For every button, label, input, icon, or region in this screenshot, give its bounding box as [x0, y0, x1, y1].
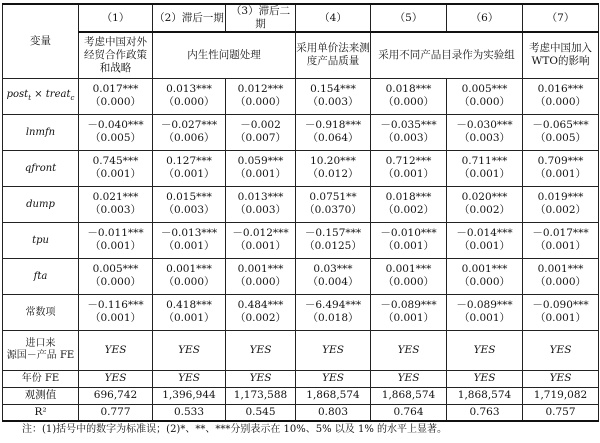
standard-error: （0.004）	[307, 276, 359, 288]
coefficient: －0.089***	[456, 299, 513, 311]
coefficient: 0.019***	[537, 191, 584, 203]
col-number-3: （3）滞后二期	[226, 4, 296, 32]
table-cell	[371, 150, 447, 186]
standard-error: （0.012）	[307, 168, 359, 180]
standard-error: （0.001）	[382, 240, 435, 252]
col-number-5: （5）	[371, 4, 447, 32]
coefficient: 0.001***	[237, 263, 284, 275]
coefficient: 0.012***	[237, 83, 284, 95]
coefficient: 0.0751**	[309, 191, 357, 203]
table-row	[3, 258, 599, 294]
coefficient: －0.090***	[532, 299, 589, 311]
col23-title: 内生性问题处理	[153, 32, 296, 78]
standard-error: （0.000）	[234, 96, 287, 108]
table-cell	[523, 78, 599, 114]
standard-error: （0.000）	[458, 276, 511, 288]
fe-cell: YES	[296, 330, 371, 370]
coefficient: －0.030***	[456, 119, 513, 131]
standard-error: （0.000）	[234, 276, 287, 288]
coefficient: 0.015***	[166, 191, 212, 203]
table-cell	[79, 150, 153, 186]
standard-error: （0.002）	[458, 204, 511, 216]
coefficient: 10.20***	[310, 155, 356, 167]
table-cell	[79, 294, 153, 330]
coefficient: －0.013***	[160, 227, 218, 239]
table-cell	[79, 258, 153, 294]
standard-error: （0.005）	[534, 132, 587, 144]
table-cell	[371, 294, 447, 330]
table-cell	[153, 78, 226, 114]
table-cell	[153, 222, 226, 258]
standard-error: （0.003）	[163, 204, 215, 216]
table-cell: YES	[153, 370, 226, 387]
coefficient: －0.035***	[380, 119, 437, 131]
col-number-1: （1）	[79, 4, 153, 32]
table-cell: 0.757	[523, 404, 599, 421]
table-cell	[296, 222, 371, 258]
table-cell	[371, 186, 447, 222]
fe-cell: YES	[226, 330, 296, 370]
table-cell	[226, 114, 296, 150]
row-label	[3, 114, 79, 150]
row-label-text: tpu	[32, 234, 49, 246]
coefficient: －0.017***	[532, 227, 589, 239]
coefficient: －0.116***	[87, 299, 144, 311]
row-label: R²	[3, 404, 79, 421]
table-cell	[447, 294, 523, 330]
table-cell: YES	[296, 370, 371, 387]
col56-title: 采用不同产品目录作为实验组	[371, 32, 523, 78]
table-row	[3, 78, 599, 114]
standard-error: （0.001）	[234, 240, 287, 252]
standard-error: （0.001）	[382, 312, 435, 324]
standard-error: （0.002）	[234, 312, 287, 324]
coefficient: 0.017***	[92, 83, 139, 95]
coefficient: 0.712***	[385, 155, 432, 167]
col-number-4: （4）	[296, 4, 371, 32]
fe-cell: YES	[79, 330, 153, 370]
standard-error: （0.001）	[89, 168, 142, 180]
table-cell	[296, 150, 371, 186]
table-row	[3, 222, 599, 258]
coefficient: 0.013***	[237, 191, 284, 203]
coefficient: －0.027***	[160, 119, 218, 131]
coefficient: 0.154***	[310, 83, 356, 95]
standard-error: （0.001）	[534, 240, 587, 252]
standard-error: （0.000）	[163, 96, 215, 108]
standard-error: （0.0125）	[304, 240, 362, 252]
table-cell	[153, 186, 226, 222]
coefficient: 0.127***	[166, 155, 212, 167]
table-cell	[226, 150, 296, 186]
row-label-text: dump	[26, 198, 55, 210]
row-label: 观测值	[3, 387, 79, 404]
standard-error: （0.006）	[163, 132, 215, 144]
standard-error: （0.001）	[89, 312, 142, 324]
standard-error: （0.005）	[89, 132, 142, 144]
table-cell	[523, 186, 599, 222]
table-cell	[226, 78, 296, 114]
coefficient: －0.157***	[304, 227, 362, 239]
table-cell	[79, 186, 153, 222]
standard-error: （0.064）	[307, 132, 359, 144]
coefficient: 0.005***	[461, 83, 508, 95]
standard-error: （0.000）	[458, 96, 511, 108]
standard-error: （0.001）	[163, 168, 215, 180]
table-cell: 1,173,588	[226, 387, 296, 404]
standard-error: （0.001）	[382, 168, 435, 180]
standard-error: （0.001）	[458, 240, 511, 252]
table-cell: 1,868,574	[447, 387, 523, 404]
row-label: 年份 FE	[3, 370, 79, 387]
coefficient: 0.013***	[166, 83, 212, 95]
table-cell: 1,719,082	[523, 387, 599, 404]
coefficient: 0.711***	[461, 155, 508, 167]
coefficient: 0.418***	[166, 299, 212, 311]
row-label-line2: 源国－产品 FE	[6, 350, 75, 361]
row-label	[3, 150, 79, 186]
coefficient: 0.016***	[537, 83, 584, 95]
standard-error: （0.002）	[382, 204, 435, 216]
coefficient: 0.018***	[385, 191, 432, 203]
table-cell: YES	[226, 370, 296, 387]
table-cell: 0.803	[296, 404, 371, 421]
table-cell	[153, 114, 226, 150]
standard-error: （0.001）	[458, 312, 511, 324]
coefficient: －0.918***	[304, 119, 362, 131]
table-cell	[371, 258, 447, 294]
coefficient: 0.005***	[92, 263, 139, 275]
coefficient: －0.012***	[232, 227, 289, 239]
table-cell	[523, 258, 599, 294]
table-cell	[523, 114, 599, 150]
row-label-text: qfront	[24, 162, 57, 174]
col-number-6: （6）	[447, 4, 523, 32]
table-cell: 0.763	[447, 404, 523, 421]
table-cell	[523, 150, 599, 186]
coefficient: 0.021***	[92, 191, 139, 203]
table-cell: YES	[371, 370, 447, 387]
table-cell: YES	[447, 370, 523, 387]
fe-row-year	[3, 370, 599, 387]
table-cell	[226, 222, 296, 258]
row-label	[3, 186, 79, 222]
standard-error: （0.000）	[534, 276, 587, 288]
table-cell	[296, 258, 371, 294]
coefficient: 0.059***	[237, 155, 284, 167]
coefficient: 0.03***	[313, 263, 353, 275]
row-label	[3, 78, 79, 114]
table-cell	[447, 78, 523, 114]
coefficient: 0.001***	[537, 263, 584, 275]
table-note: 注：(1)括号中的数字为标准误；(2)*、**、***分别表示在 10%、5% 以及 1% 的水平上显著。	[22, 424, 447, 435]
col4-title: 采用单价法来测度产品质量	[296, 32, 371, 78]
table-row	[3, 186, 599, 222]
col-number-7: （7）	[523, 4, 599, 32]
row-label	[3, 222, 79, 258]
table-cell	[153, 258, 226, 294]
coefficient: －0.089***	[380, 299, 437, 311]
coefficient: －0.065***	[532, 119, 589, 131]
standard-error: （0.001）	[163, 240, 215, 252]
standard-error: （0.000）	[534, 96, 587, 108]
standard-error: （0.000）	[89, 96, 142, 108]
row-label-text: lnmfn	[25, 126, 56, 138]
table-cell	[447, 186, 523, 222]
table-cell: 1,868,574	[371, 387, 447, 404]
coefficient: －6.494***	[304, 299, 362, 311]
table-cell	[447, 114, 523, 150]
table-cell: YES	[523, 370, 599, 387]
coefficient: 0.484***	[237, 299, 284, 311]
standard-error: （0.001）	[234, 168, 287, 180]
standard-error: （0.000）	[382, 96, 435, 108]
table-cell	[447, 150, 523, 186]
fe-cell: YES	[523, 330, 599, 370]
table-cell	[371, 114, 447, 150]
standard-error: （0.003）	[234, 204, 287, 216]
table-cell	[226, 186, 296, 222]
standard-error: （0.000）	[382, 276, 435, 288]
table-cell: 696,742	[79, 387, 153, 404]
standard-error: （0.007）	[234, 132, 287, 144]
table-cell	[79, 114, 153, 150]
coefficient: －0.011***	[87, 227, 144, 239]
variable-header: 变量	[3, 4, 79, 78]
table-cell	[79, 78, 153, 114]
coefficient: 0.709***	[537, 155, 584, 167]
row-label-text: fta	[33, 270, 48, 282]
table-cell: 1,868,574	[296, 387, 371, 404]
standard-error: （0.001）	[458, 168, 511, 180]
obs-row	[3, 387, 599, 404]
coefficient: 0.001***	[385, 263, 432, 275]
table-cell: 0.764	[371, 404, 447, 421]
table-cell	[296, 78, 371, 114]
coefficient: －0.002	[240, 119, 281, 131]
table-cell	[447, 258, 523, 294]
table-cell: 0.777	[79, 404, 153, 421]
standard-error: （0.002）	[534, 204, 587, 216]
col-number-2: （2）滞后一期	[153, 4, 226, 32]
table-cell	[523, 294, 599, 330]
fe-cell: YES	[371, 330, 447, 370]
row-label-text: post$_t$ × treat$_c$	[6, 88, 75, 102]
table-cell	[153, 294, 226, 330]
table-cell	[79, 222, 153, 258]
col7-title: 考虑中国加入WTO的影响	[523, 32, 599, 78]
row-label	[3, 258, 79, 294]
standard-error: （0.003）	[307, 96, 359, 108]
coefficient: －0.040***	[87, 119, 144, 131]
table-cell	[447, 222, 523, 258]
table-cell	[296, 294, 371, 330]
coefficient: 0.020***	[461, 191, 508, 203]
standard-error: （0.001）	[534, 168, 587, 180]
row-label	[3, 294, 79, 330]
row-label-text: 常数项	[25, 306, 56, 318]
table-cell	[226, 294, 296, 330]
standard-error: （0.0370）	[304, 204, 362, 216]
table-row	[3, 114, 599, 150]
fe-row-importer-product	[3, 330, 599, 370]
coefficient: －0.014***	[456, 227, 513, 239]
table-cell: 1,396,944	[153, 387, 226, 404]
table-cell	[153, 150, 226, 186]
table-cell	[296, 186, 371, 222]
table-cell: 0.545	[226, 404, 296, 421]
table-cell	[226, 258, 296, 294]
standard-error: （0.001）	[163, 312, 215, 324]
fe-cell: YES	[447, 330, 523, 370]
table-cell	[371, 222, 447, 258]
coefficient: 0.001***	[166, 263, 212, 275]
row-label	[3, 330, 79, 370]
fe-cell: YES	[153, 330, 226, 370]
r2-row	[3, 404, 599, 421]
coefficient: 0.745***	[92, 155, 139, 167]
table-cell	[296, 114, 371, 150]
table-cell: YES	[79, 370, 153, 387]
standard-error: （0.001）	[89, 240, 142, 252]
regression-table	[2, 3, 599, 422]
standard-error: （0.001）	[534, 312, 587, 324]
standard-error: （0.003）	[382, 132, 435, 144]
standard-error: （0.003）	[458, 132, 511, 144]
standard-error: （0.000）	[163, 276, 215, 288]
coefficient: 0.001***	[461, 263, 508, 275]
standard-error: （0.018）	[307, 312, 359, 324]
table-cell	[371, 78, 447, 114]
table-row	[3, 294, 599, 330]
col1-title: 考虑中国对外经贸合作政策和战略	[79, 32, 153, 78]
coefficient: －0.010***	[380, 227, 437, 239]
standard-error: （0.003）	[89, 204, 142, 216]
coefficient: 0.018***	[385, 83, 432, 95]
row-label-line1: 进口来	[25, 338, 56, 349]
standard-error: （0.000）	[89, 276, 142, 288]
table-cell: 0.533	[153, 404, 226, 421]
table-row	[3, 150, 599, 186]
table-cell	[523, 222, 599, 258]
